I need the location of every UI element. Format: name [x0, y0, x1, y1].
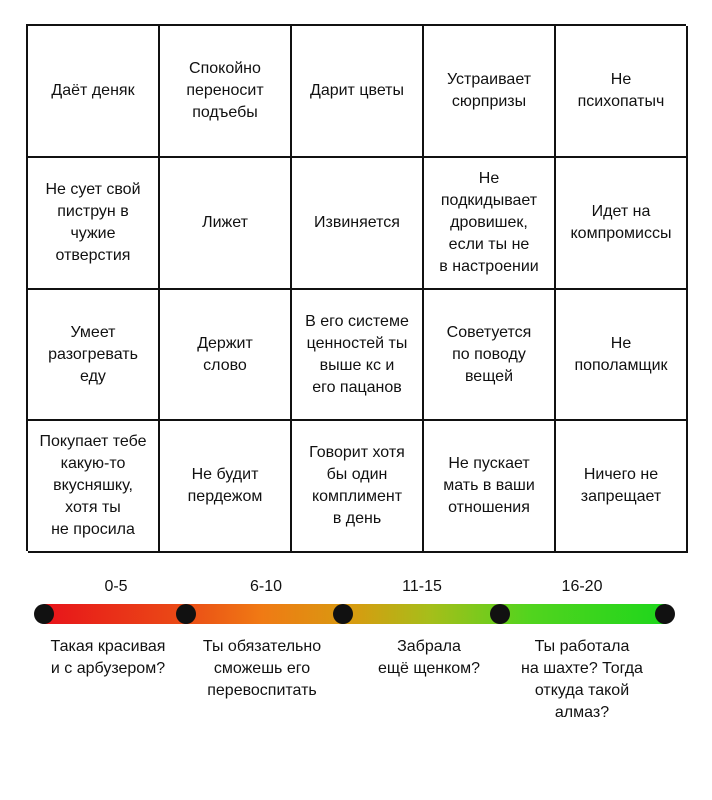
bingo-cell: Говорит хотя бы один комплимент в день — [292, 421, 424, 553]
range-label: 16-20 — [561, 578, 603, 595]
bingo-grid — [26, 24, 686, 551]
bingo-cell: Ничего не запрещает — [556, 421, 688, 553]
bingo-cell: Даёт деняк — [28, 26, 160, 158]
bingo-cell: Спокойно переносит подъебы — [160, 26, 292, 158]
scale-marker-dot — [490, 604, 510, 624]
scale-marker-dot — [176, 604, 196, 624]
bingo-cell: Не пускает мать в ваши отношения — [424, 421, 556, 553]
range-caption: Такая красивая и с арбузером? — [50, 638, 166, 677]
bingo-cell: Извиняется — [292, 158, 424, 290]
bingo-cell: Советуется по поводу вещей — [424, 290, 556, 421]
scale-marker-dot — [333, 604, 353, 624]
bingo-cell: Идет на компромиссы — [556, 158, 688, 290]
range-label: 6-10 — [249, 578, 283, 595]
range-caption: Ты работала на шахте? Тогда откуда такой алмаз? — [521, 638, 643, 721]
bingo-cell: Не сует свой пиструн в чужие отверстия — [28, 158, 160, 290]
bingo-cell: Не будит пердежом — [160, 421, 292, 553]
range-label: 11-15 — [402, 578, 442, 595]
bingo-cell: Дарит цветы — [292, 26, 424, 158]
scale-marker-dot — [655, 604, 675, 624]
bingo-cell: Не подкидывает дровишек, если ты не в настроении — [424, 158, 556, 290]
gradient-bar — [44, 604, 666, 624]
bingo-cell: Умеет разогревать еду — [28, 290, 160, 421]
range-caption: Ты обязательно сможешь его перевоспитать — [202, 638, 322, 699]
bingo-cell: Покупает тебе какую-то вкусняшку, хотя ты не просила — [28, 421, 160, 553]
bingo-cell: Держит слово — [160, 290, 292, 421]
score-scale — [0, 570, 712, 730]
bingo-cell: В его системе ценностей ты выше кс и его пацанов — [292, 290, 424, 421]
bingo-cell: Не пополамщик — [556, 290, 688, 421]
bingo-cell: Лижет — [160, 158, 292, 290]
range-caption: Забрала ещё щенком? — [377, 638, 481, 677]
range-label: 0-5 — [104, 578, 128, 595]
scale-marker-dot — [34, 604, 54, 624]
bingo-cell: Не психопатыч — [556, 26, 688, 158]
bingo-cell: Устраивает сюрпризы — [424, 26, 556, 158]
